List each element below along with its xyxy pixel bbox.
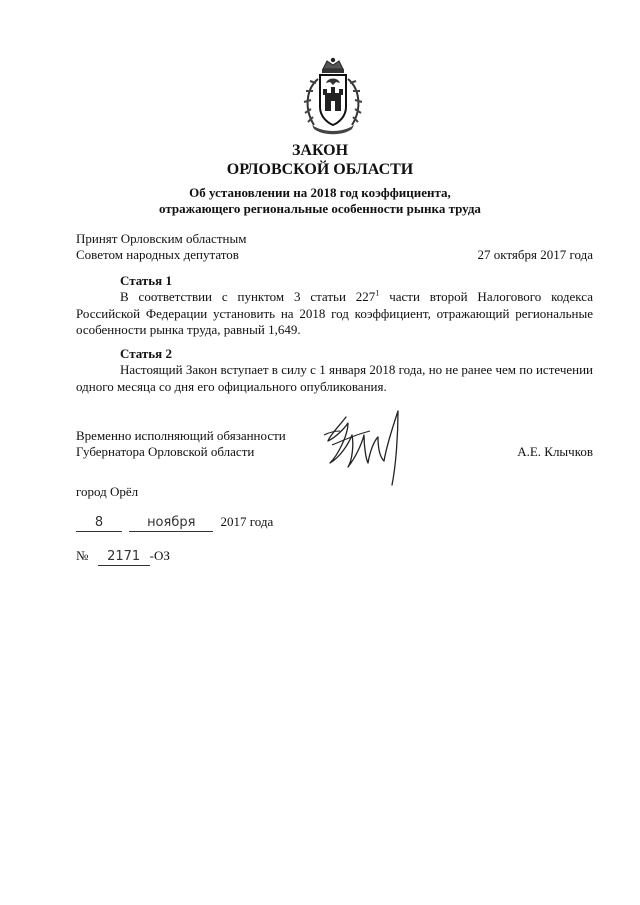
- signatory-position-line2: Губернатора Орловской области: [76, 444, 255, 459]
- signing-day: 8: [76, 515, 122, 532]
- city-name: город Орёл: [76, 484, 139, 499]
- law-number-value: 2171: [98, 549, 150, 566]
- article1-text: [76, 289, 593, 339]
- signing-date: [76, 514, 273, 532]
- adoption-line1: Принят Орловским областным: [76, 231, 247, 246]
- handwritten-signature-icon: [318, 405, 408, 497]
- signing-year: 2017 года: [220, 514, 274, 529]
- signatory-position-line1: Временно исполняющий обязанности: [76, 428, 286, 443]
- article1-superscript: 1: [375, 288, 380, 298]
- article2-heading: Статья 2: [120, 346, 172, 361]
- signing-month: ноября: [129, 515, 213, 532]
- law-number: [76, 548, 170, 566]
- article1-text-part1: В соответствии с пунктом 3 статьи 227: [120, 289, 376, 304]
- document-title: ЗАКОН: [291, 142, 349, 159]
- document-title-region: ОРЛОВСКОЙ ОБЛАСТИ: [226, 161, 414, 178]
- document-subtitle-line2: отражающего региональные особенности рынка труда: [159, 201, 481, 216]
- article1-heading: Статья 1: [120, 273, 172, 288]
- article1-text-part2: части второй Налогового кодекса Российской Федерации установить на 2018 год коэффициент, отражающий региональные особенности рынка труда, равный 1,649.: [76, 289, 593, 337]
- adoption-line2: Советом народных депутатов: [76, 247, 239, 262]
- adoption-date: 27 октября 2017 года: [477, 247, 593, 262]
- law-number-suffix: -ОЗ: [149, 548, 170, 563]
- document-subtitle-line1: Об установлении на 2018 год коэффициента,: [189, 185, 451, 200]
- article2-text-body: Настоящий Закон вступает в силу с 1 января 2018 года, но не ранее чем по истечении одного месяца со дня его официального опубликования.: [76, 362, 593, 394]
- number-sign: №: [76, 548, 89, 563]
- article2-text: [76, 362, 593, 395]
- coat-of-arms-icon: [298, 55, 368, 137]
- signatory-name: А.Е. Клычков: [517, 444, 593, 459]
